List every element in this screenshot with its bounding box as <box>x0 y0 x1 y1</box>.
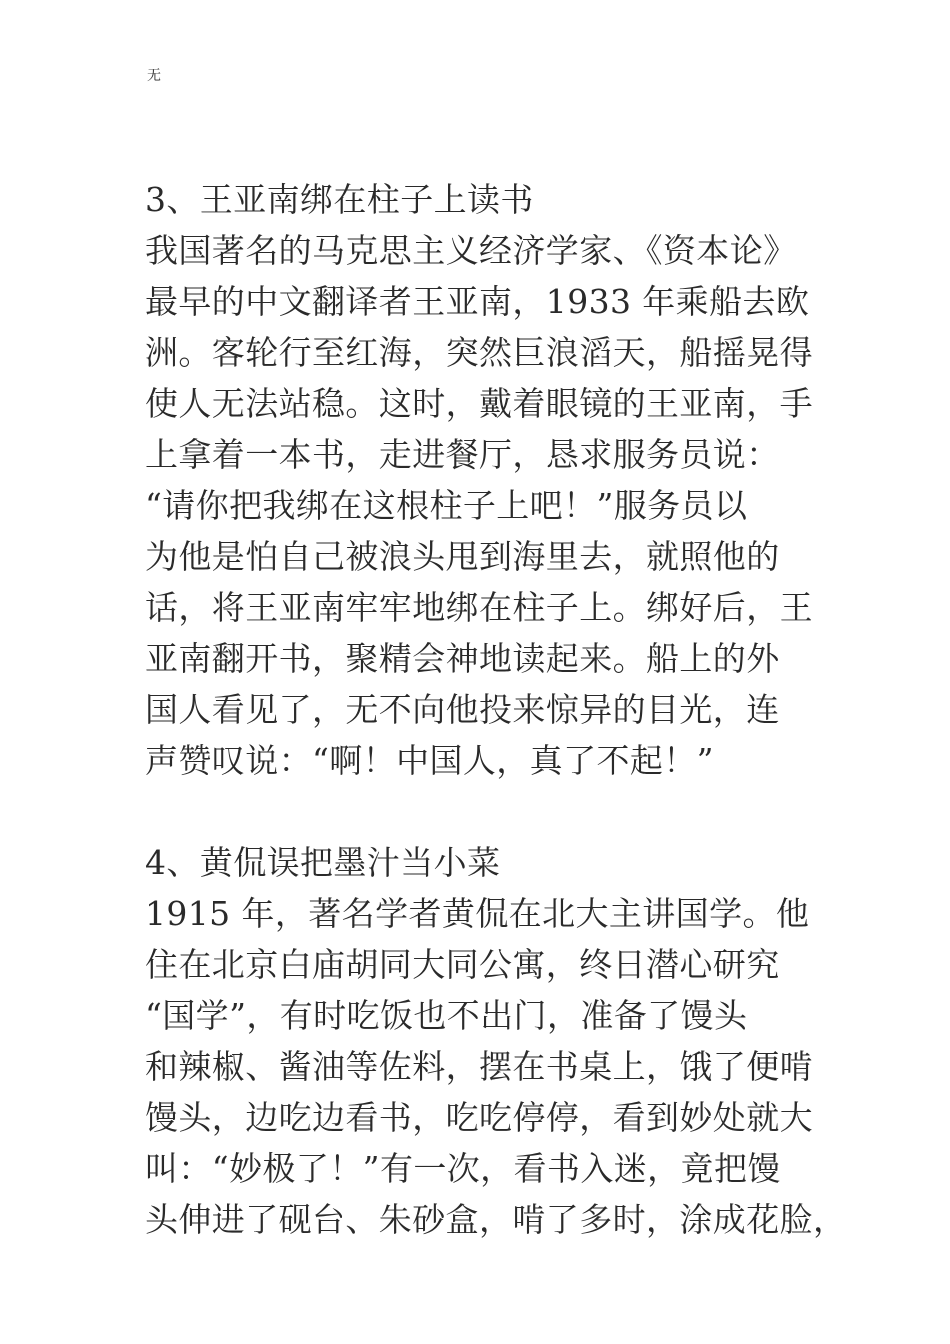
section-4-line: 和辣椒、酱油等佐料，摆在书桌上，饿了便啃 <box>145 1047 813 1086</box>
section-3-line: 国人看见了，无不向他投来惊异的目光，连 <box>145 690 780 729</box>
section-3-line: 声赞叹说：“啊！中国人，真了不起！” <box>145 741 714 780</box>
header-text: 无 <box>147 68 161 84</box>
section-4-title: 4、黄侃误把墨汁当小菜 <box>145 843 501 882</box>
section-3-line: 为他是怕自己被浪头甩到海里去，就照他的 <box>145 537 780 576</box>
section-4-line: 馒头，边吃边看书，吃吃停停，看到妙处就大 <box>145 1098 813 1137</box>
document-body <box>145 174 847 1245</box>
section-4-line: “国学”，有时吃饭也不出门，准备了馒头 <box>145 996 748 1035</box>
section-4-line: 头伸进了砚台、朱砂盒，啃了多时，涂成花脸， <box>145 1200 847 1239</box>
section-3-line: 话，将王亚南牢牢地绑在柱子上。绑好后，王 <box>145 588 813 627</box>
section-3-line: 最早的中文翻译者王亚南，1933 年乘船去欧 <box>145 282 810 321</box>
section-3-line: 亚南翻开书，聚精会神地读起来。船上的外 <box>145 639 780 678</box>
section-3-title: 3、王亚南绑在柱子上读书 <box>145 180 534 219</box>
section-3-line: 上拿着一本书，走进餐厅，恳求服务员说： <box>145 435 780 474</box>
section-3-line: 洲。客轮行至红海，突然巨浪滔天，船摇晃得 <box>145 333 813 372</box>
section-4-line: 叫：“妙极了！”有一次，看书入迷，竟把馒 <box>145 1149 781 1188</box>
section-4-line: 住在北京白庙胡同大同公寓，终日潜心研究 <box>145 945 780 984</box>
section-spacer <box>145 786 825 837</box>
section-3-line: 使人无法站稳。这时，戴着眼镜的王亚南，手 <box>145 384 813 423</box>
section-3-line: “请你把我绑在这根柱子上吧！”服务员以 <box>145 486 748 525</box>
section-3-line: 我国著名的马克思主义经济学家、《资本论》 <box>145 231 797 270</box>
section-4-line: 1915 年，著名学者黄侃在北大主讲国学。他 <box>145 894 810 933</box>
